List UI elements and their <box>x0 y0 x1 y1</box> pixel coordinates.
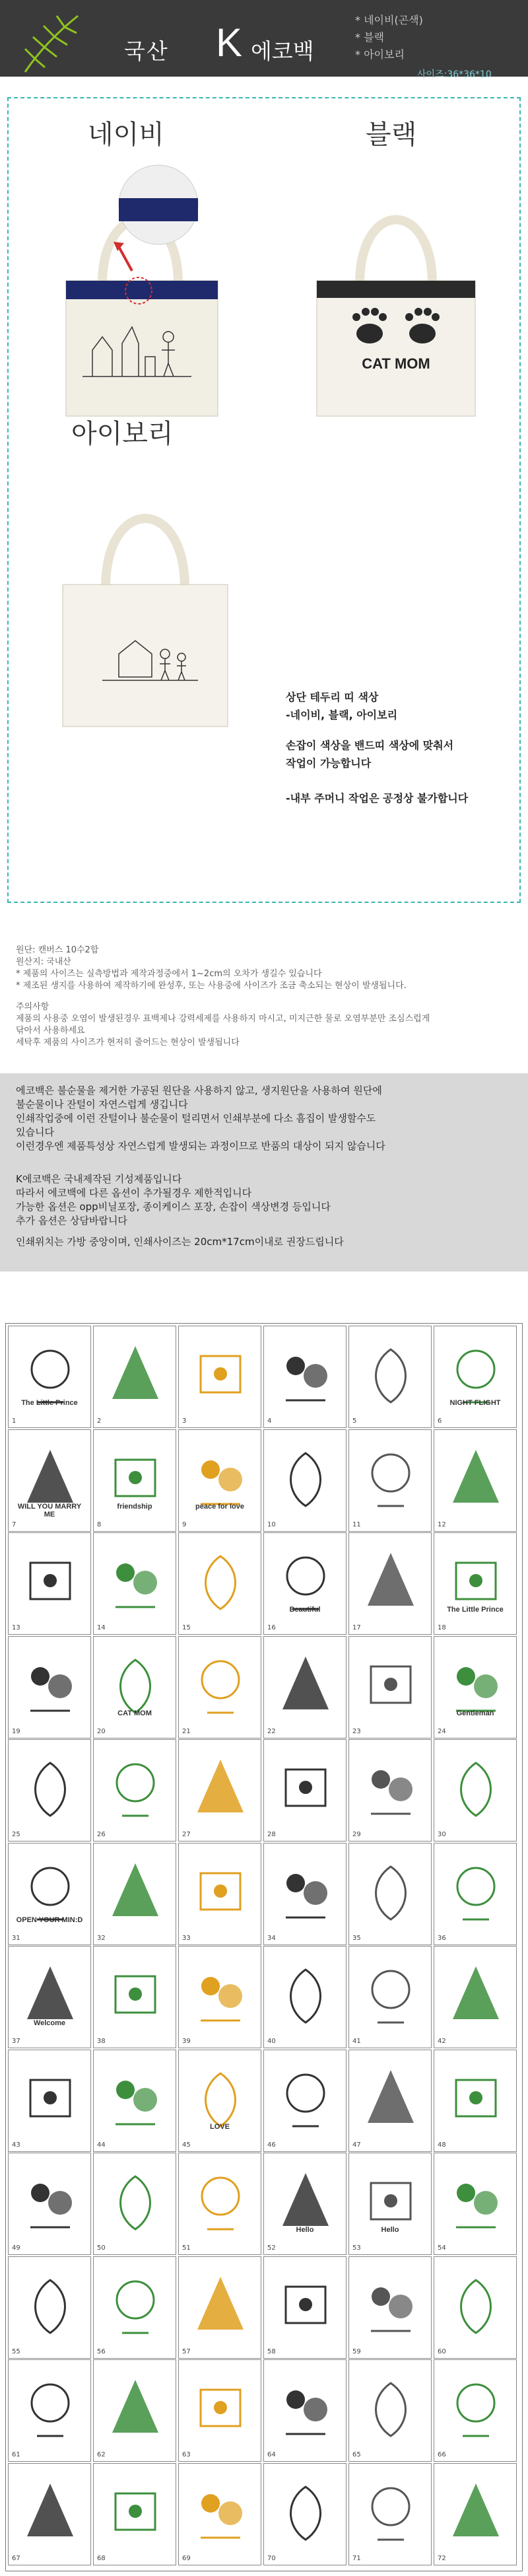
note-band-title: 상단 테두리 띠 색상 <box>286 691 379 703</box>
spec-origin: 원산지: 국내산 <box>16 957 71 967</box>
design-illustration <box>273 1857 339 1926</box>
design-cell-54 <box>434 2153 517 2255</box>
design-caption: friendship <box>117 1502 152 1511</box>
design-illustration <box>358 2477 424 2546</box>
design-cell-64 <box>263 2359 346 2462</box>
label-black: 블랙 <box>366 120 417 150</box>
design-caption: NIGHT FLIGHT <box>449 1399 501 1407</box>
design-number: 19 <box>12 1727 20 1735</box>
design-illustration <box>358 1546 424 1616</box>
design-number: 37 <box>12 2038 20 2045</box>
design-cell-2 <box>93 1326 176 1428</box>
design-number: 15 <box>182 1624 191 1631</box>
option-navy: * 네이비(곤색) <box>355 14 423 26</box>
design-number: 33 <box>182 1934 191 1942</box>
design-illustration <box>102 2063 168 2133</box>
design-illustration <box>358 2063 424 2133</box>
design-illustration <box>102 2270 168 2340</box>
design-cell-27 <box>178 1739 261 1842</box>
design-illustration <box>187 1546 253 1616</box>
design-caption: Beautiful <box>289 1606 321 1614</box>
design-number: 36 <box>438 1934 446 1942</box>
design-cell-68 <box>93 2463 176 2565</box>
design-number: 64 <box>267 2451 276 2458</box>
design-number: 43 <box>12 2141 20 2149</box>
design-number: 62 <box>97 2451 106 2458</box>
design-illustration <box>187 1753 253 1822</box>
design-illustration <box>443 1960 509 2029</box>
design-cell-18 <box>434 1532 517 1635</box>
design-cell-66 <box>434 2359 517 2462</box>
design-illustration <box>358 2373 424 2443</box>
design-number: 21 <box>182 1727 191 1735</box>
design-cell-63 <box>178 2359 261 2462</box>
design-illustration <box>273 1443 339 1513</box>
notice-line: 인쇄작업중에 이런 잔털이나 불순물이 털리면서 인쇄부분에 다소 흠집이 발생할수도 <box>16 1112 376 1124</box>
design-cell-29 <box>348 1739 432 1842</box>
design-number: 1 <box>12 1417 16 1425</box>
design-cell-40 <box>263 1946 346 2048</box>
design-cell-16 <box>263 1532 346 1635</box>
spec-block <box>16 945 430 1049</box>
design-cell-71 <box>348 2463 432 2565</box>
design-number: 66 <box>438 2451 446 2458</box>
notice-line: K에코백은 국내제작된 기성제품입니다 <box>16 1173 182 1185</box>
design-caption: peace for love <box>195 1502 244 1511</box>
design-number: 5 <box>352 1417 357 1425</box>
design-cell-57 <box>178 2256 261 2359</box>
design-illustration <box>273 2477 339 2546</box>
design-cell-48 <box>434 2050 517 2152</box>
design-cell-46 <box>263 2050 346 2152</box>
design-illustration <box>273 2063 339 2133</box>
notice-line: 있습니다 <box>16 1126 54 1138</box>
design-illustration <box>358 1340 424 1409</box>
label-ivory: 아이보리 <box>71 419 174 449</box>
design-cell-70 <box>263 2463 346 2565</box>
design-cell-9 <box>178 1429 261 1532</box>
design-illustration <box>187 2477 253 2546</box>
brand-letter: K <box>216 20 243 65</box>
design-number: 61 <box>12 2451 20 2458</box>
design-number: 41 <box>352 2038 361 2045</box>
design-illustration <box>187 2373 253 2443</box>
design-illustration <box>273 1340 339 1409</box>
design-illustration <box>358 2270 424 2340</box>
design-cell-19 <box>8 1636 91 1738</box>
design-illustration <box>102 2477 168 2546</box>
design-illustration <box>358 1443 424 1513</box>
design-cell-20 <box>93 1636 176 1738</box>
design-cell-11 <box>348 1429 432 1532</box>
design-caption: WILL YOU MARRY ME <box>17 1502 82 1519</box>
design-cell-1 <box>8 1326 91 1428</box>
design-cell-53 <box>348 2153 432 2255</box>
design-number: 26 <box>97 1831 106 1838</box>
design-illustration <box>443 2270 509 2340</box>
design-number: 63 <box>182 2451 191 2458</box>
design-illustration <box>443 1753 509 1822</box>
design-number: 38 <box>97 2038 106 2045</box>
design-number: 4 <box>267 1417 272 1425</box>
design-number: 72 <box>438 2554 446 2562</box>
design-number: 42 <box>438 2038 446 2045</box>
design-illustration <box>17 2373 83 2443</box>
design-caption: OPEN YOUR MIN:D <box>16 1915 83 1924</box>
design-illustration <box>358 1857 424 1926</box>
design-cell-52 <box>263 2153 346 2255</box>
spec-caution-2: 닦아서 사용하세요 <box>16 1026 85 1036</box>
design-illustration <box>273 2270 339 2340</box>
design-number: 55 <box>12 2347 20 2355</box>
design-cell-5 <box>348 1326 432 1428</box>
ivory-bag-image <box>40 456 251 733</box>
design-number: 14 <box>97 1624 106 1631</box>
design-cell-44 <box>93 2050 176 2152</box>
design-number: 54 <box>438 2244 446 2252</box>
design-caption: LOVE <box>210 2122 230 2131</box>
spec-caution-3: 세탁후 제품의 사이즈가 현저히 줄어드는 현상이 발생됩니다 <box>16 1038 240 1048</box>
notice-line: 이런경우엔 제품특성상 자연스럽게 발생되는 과정이므로 반품의 대상이 되지 않습니다 <box>16 1140 385 1152</box>
design-illustration <box>187 1340 253 1409</box>
design-number: 53 <box>352 2244 361 2252</box>
design-cell-59 <box>348 2256 432 2359</box>
spec-shrink-note: * 제조된 생지를 사용하여 제작하기에 완성후, 또는 사용중에 사이즈가 조금 축소되는 현상이 발생됩니다. <box>16 981 407 991</box>
design-illustration <box>443 1443 509 1513</box>
design-number: 65 <box>352 2451 361 2458</box>
design-cell-67 <box>8 2463 91 2565</box>
design-cell-13 <box>8 1532 91 1635</box>
design-caption: The Little Prince <box>447 1606 504 1614</box>
design-number: 34 <box>267 1934 276 1942</box>
design-illustration <box>187 1857 253 1926</box>
design-cell-65 <box>348 2359 432 2462</box>
design-cell-60 <box>434 2256 517 2359</box>
design-number: 29 <box>352 1831 361 1838</box>
spec-caution-1: 제품의 사용중 오염이 발생된경우 표백제나 강력세제를 사용하지 마시고, 미지근한 물로 오염부분만 조심스럽게 <box>16 1014 430 1024</box>
design-number: 6 <box>438 1417 442 1425</box>
design-caption: CAT MOM <box>117 1709 152 1717</box>
design-caption: Welcome <box>33 2019 66 2027</box>
design-caption: Hello <box>296 2226 314 2234</box>
design-cell-21 <box>178 1636 261 1738</box>
design-number: 13 <box>12 1624 20 1631</box>
notice-block-2 <box>16 1172 331 1228</box>
design-cell-8 <box>93 1429 176 1532</box>
note-handle-1: 손잡이 색상을 밴드띠 색상에 맞춰서 <box>286 739 454 752</box>
option-black: * 블랙 <box>355 31 384 44</box>
design-number: 70 <box>267 2554 276 2562</box>
design-number: 69 <box>182 2554 191 2562</box>
design-illustration <box>17 1650 83 1719</box>
design-number: 8 <box>97 1521 102 1528</box>
color-options <box>355 12 423 63</box>
design-cell-58 <box>263 2256 346 2359</box>
design-number: 45 <box>182 2141 191 2149</box>
design-number: 57 <box>182 2347 191 2355</box>
design-grid <box>5 1323 523 2571</box>
design-illustration <box>273 1753 339 1822</box>
notice-line: 에코백은 불순물을 제거한 가공된 원단을 사용하지 않고, 생지원단을 사용하여 원단에 <box>16 1085 382 1096</box>
design-cell-49 <box>8 2153 91 2255</box>
note-band-colors: -네이비, 블랙, 아이보리 <box>286 709 398 721</box>
design-illustration <box>17 2270 83 2340</box>
design-number: 18 <box>438 1624 446 1631</box>
design-cell-62 <box>93 2359 176 2462</box>
brand-name: 에코백 <box>251 38 314 64</box>
note-pocket: -내부 주머니 작업은 공정상 불가합니다 <box>286 792 469 805</box>
design-illustration <box>187 2166 253 2236</box>
design-cell-32 <box>93 1843 176 1945</box>
design-number: 2 <box>97 1417 102 1425</box>
design-number: 32 <box>97 1934 106 1942</box>
design-number: 47 <box>352 2141 361 2149</box>
design-cell-26 <box>93 1739 176 1842</box>
design-number: 49 <box>12 2244 20 2252</box>
design-number: 3 <box>182 1417 187 1425</box>
origin-text: 국산 <box>124 38 169 64</box>
design-caption: Hello <box>381 2226 399 2234</box>
design-illustration <box>17 1753 83 1822</box>
note-handle-2: 작업이 가능합니다 <box>286 757 372 769</box>
design-cell-31 <box>8 1843 91 1945</box>
spec-size-note: * 제품의 사이즈는 실측방법과 제작과정중에서 1~2cm의 오차가 생길수 있습니다 <box>16 969 322 979</box>
spec-caution-title: 주의사항 <box>16 1002 50 1012</box>
design-cell-50 <box>93 2153 176 2255</box>
notice-line: 따라서 에코백에 다른 옵션이 추가될경우 제한적입니다 <box>16 1187 252 1199</box>
design-illustration <box>17 2063 83 2133</box>
design-illustration <box>102 2166 168 2236</box>
design-number: 7 <box>12 1521 16 1528</box>
design-caption: Gentleman <box>456 1709 494 1717</box>
design-cell-17 <box>348 1532 432 1635</box>
design-cell-23 <box>348 1636 432 1738</box>
notice-line: 가능한 옵션은 opp비닐포장, 종이케이스 포장, 손잡이 색상변경 등입니다 <box>16 1201 331 1213</box>
design-number: 11 <box>352 1521 361 1528</box>
design-cell-55 <box>8 2256 91 2359</box>
design-cell-25 <box>8 1739 91 1842</box>
design-illustration <box>443 2477 509 2546</box>
label-navy: 네이비 <box>88 120 164 150</box>
design-number: 50 <box>97 2244 106 2252</box>
design-number: 28 <box>267 1831 276 1838</box>
design-illustration <box>358 1960 424 2029</box>
design-number: 10 <box>267 1521 276 1528</box>
design-cell-47 <box>348 2050 432 2152</box>
design-cell-12 <box>434 1429 517 1532</box>
design-cell-7 <box>8 1429 91 1532</box>
design-illustration <box>17 2477 83 2546</box>
design-cell-42 <box>434 1946 517 2048</box>
design-illustration <box>443 2166 509 2236</box>
design-illustration <box>273 1960 339 2029</box>
design-cell-30 <box>434 1739 517 1842</box>
notice-block-1 <box>16 1084 385 1153</box>
design-illustration <box>443 1857 509 1926</box>
design-cell-10 <box>263 1429 346 1532</box>
design-cell-6 <box>434 1326 517 1428</box>
design-number: 16 <box>267 1624 276 1631</box>
design-number: 20 <box>97 1727 106 1735</box>
design-number: 60 <box>438 2347 446 2355</box>
design-illustration <box>358 1650 424 1719</box>
design-number: 23 <box>352 1727 361 1735</box>
design-cell-28 <box>263 1739 346 1842</box>
design-number: 9 <box>182 1521 187 1528</box>
design-illustration <box>443 2373 509 2443</box>
design-cell-72 <box>434 2463 517 2565</box>
design-number: 51 <box>182 2244 191 2252</box>
design-illustration <box>443 2063 509 2133</box>
design-illustration <box>102 1960 168 2029</box>
spec-fabric: 원단: 캔버스 10수2합 <box>16 945 99 955</box>
design-cell-4 <box>263 1326 346 1428</box>
design-number: 71 <box>352 2554 361 2562</box>
design-number: 46 <box>267 2141 276 2149</box>
design-illustration <box>187 1960 253 2029</box>
design-cell-38 <box>93 1946 176 2048</box>
design-cell-69 <box>178 2463 261 2565</box>
design-cell-22 <box>263 1636 346 1738</box>
design-number: 17 <box>352 1624 361 1631</box>
design-illustration <box>102 1340 168 1409</box>
design-illustration <box>273 2373 339 2443</box>
design-number: 12 <box>438 1521 446 1528</box>
black-bag-image <box>290 159 502 423</box>
design-number: 39 <box>182 2038 191 2045</box>
design-cell-15 <box>178 1532 261 1635</box>
design-cell-51 <box>178 2153 261 2255</box>
design-number: 67 <box>12 2554 20 2562</box>
design-cell-35 <box>348 1843 432 1945</box>
design-cell-39 <box>178 1946 261 2048</box>
navy-bag-image <box>40 159 251 423</box>
design-cell-61 <box>8 2359 91 2462</box>
design-cell-41 <box>348 1946 432 2048</box>
design-cell-14 <box>93 1532 176 1635</box>
design-number: 30 <box>438 1831 446 1838</box>
design-illustration <box>187 2270 253 2340</box>
design-number: 22 <box>267 1727 276 1735</box>
leaf-icon <box>18 9 84 75</box>
notice-print-size: 인쇄위치는 가방 중앙이며, 인쇄사이즈는 20cm*17cm이내로 권장드립니다 <box>16 1236 344 1248</box>
design-illustration <box>358 1753 424 1822</box>
design-number: 52 <box>267 2244 276 2252</box>
option-ivory: * 아이보리 <box>355 48 405 61</box>
design-cell-36 <box>434 1843 517 1945</box>
design-illustration <box>17 1546 83 1616</box>
header-banner <box>0 0 528 80</box>
design-illustration <box>273 1650 339 1719</box>
design-cell-33 <box>178 1843 261 1945</box>
design-number: 24 <box>438 1727 446 1735</box>
design-caption: The Little Prince <box>21 1399 78 1407</box>
design-number: 58 <box>267 2347 276 2355</box>
design-number: 56 <box>97 2347 106 2355</box>
notice-line: 불순물이나 잔털이 자연스럽게 생깁니다 <box>16 1098 188 1110</box>
design-cell-3 <box>178 1326 261 1428</box>
design-number: 44 <box>97 2141 106 2149</box>
design-number: 40 <box>267 2038 276 2045</box>
design-cell-43 <box>8 2050 91 2152</box>
size-text: 사이즈:36*36*10 <box>417 69 492 80</box>
design-number: 48 <box>438 2141 446 2149</box>
design-illustration <box>187 1650 253 1719</box>
design-number: 25 <box>12 1831 20 1838</box>
design-illustration <box>102 1857 168 1926</box>
design-cell-24 <box>434 1636 517 1738</box>
design-illustration <box>17 2166 83 2236</box>
design-cell-37 <box>8 1946 91 2048</box>
design-cell-56 <box>93 2256 176 2359</box>
cat-mom-print: CAT MOM <box>362 355 430 372</box>
notice-line: 추가 옵션은 상담바랍니다 <box>16 1215 127 1227</box>
design-illustration <box>102 1546 168 1616</box>
design-illustration <box>102 1753 168 1822</box>
design-number: 35 <box>352 1934 361 1942</box>
design-illustration <box>102 2373 168 2443</box>
design-number: 68 <box>97 2554 106 2562</box>
design-number: 59 <box>352 2347 361 2355</box>
design-number: 27 <box>182 1831 191 1838</box>
design-cell-34 <box>263 1843 346 1945</box>
design-cell-45 <box>178 2050 261 2152</box>
design-number: 31 <box>12 1934 20 1942</box>
